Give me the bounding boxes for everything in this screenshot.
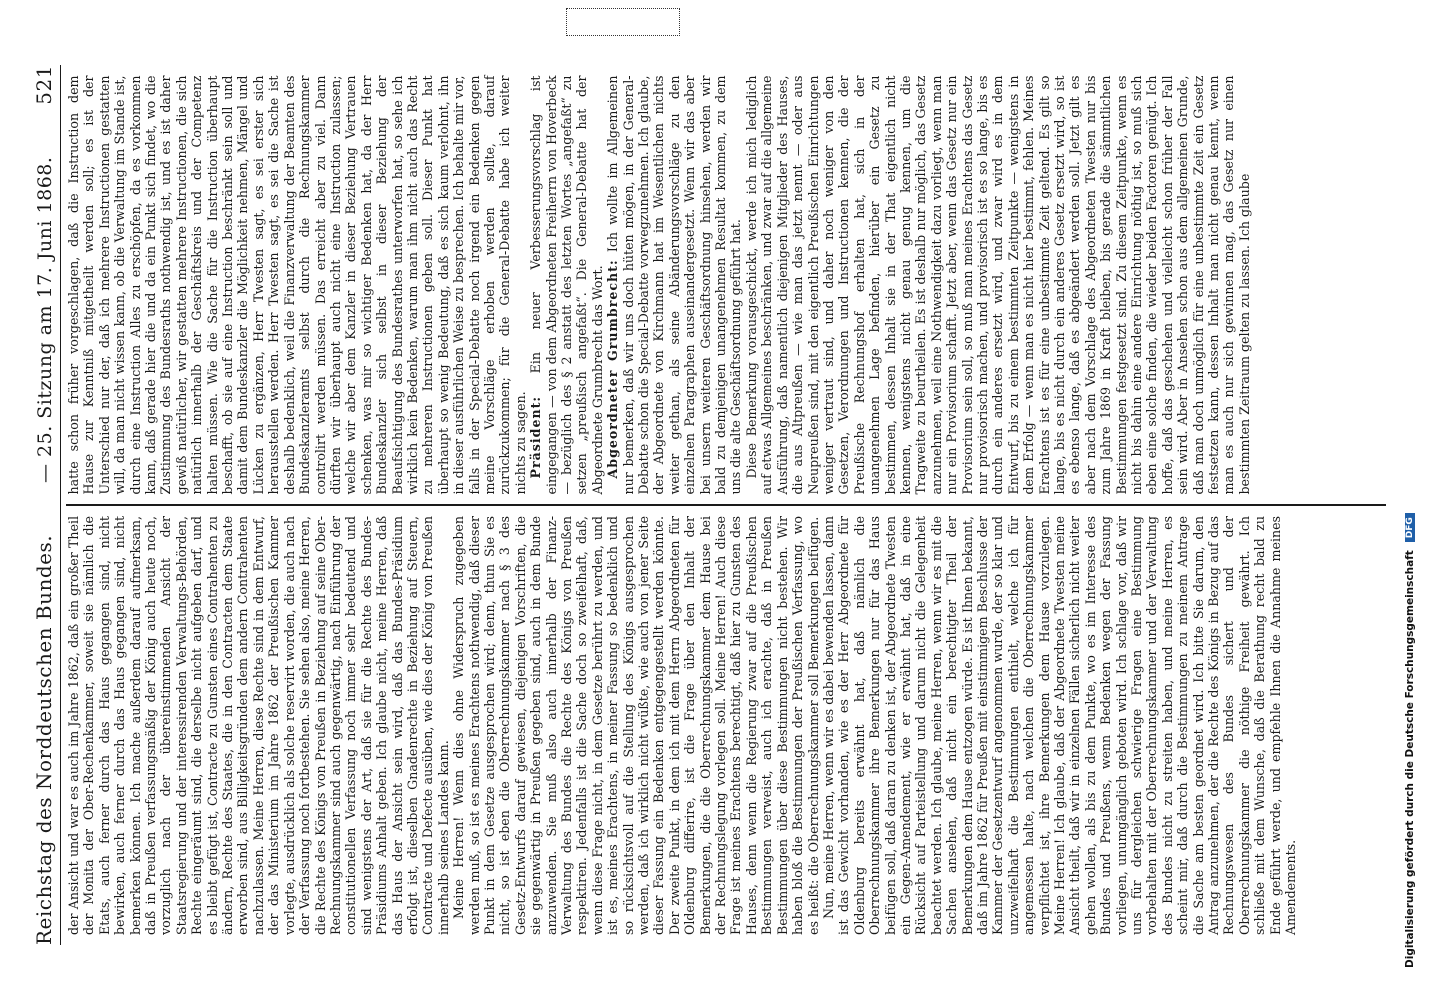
paragraph: hatte schon früher vorgeschlagen, daß die Instruction dem Hause zur Kenntniß mitgetheilt werden soll; es ist der Unterschied nur der, daß ich mehrere Instructionen gestatten will, da man nicht wissen kann, ob die Verwaltung im Stande ist, durch eine Instruction Alles zu erschöpfen, da es vorkommen kann, daß gerade hier die und da ein Punkt sich findet, wo die Zustimmung des Bundesraths nothwendig ist, und es ist daher gewiß natürlicher, wir gestatten mehrere Instructionen, die sich natürlich innerhalb der Geschäftskreis und der Competenz halten müssen. Wie die Sache für die Instruction überhaupt beschafft, ob sie auf eine Instruction beschränkt sein soll und damit dem Bundeskanzler die Möglichkeit nehmen, Mängel und Lücken zu ergänzen, Herr Twesten sagt, es sei erster sich herausstellen werden. Herr Twesten sagt, es sei die Sache ist deshalb bedenklich, weil die Finanzverwaltung der Beamten des Bundeskanzleramts selbst durch die Rechnungskammer controlirt werden müssen. Das erreicht aber zu viel. Dann dürften wir überhaupt auch nicht eine Instruction zulassen; welche wir aber dem Kanzler in dieser Beziehung Vertrauen schenken, was mir so wichtiger Bedenken hat, da der Herr Bundeskanzler sich selbst in dieser Beziehung der Beaufsichtigung des Bundesrathes unterworfen hat, so sehe ich wirklich kein Bedenken, warum man ihm nicht auch das Recht zu mehreren Instructionen geben soll. Dieser Punkt hat überhaupt so wenig Bedeutung, daß es sich kaum verlohnt, ihn in dieser ausführlichen Weise zu besprechen. Ich behalte mir vor, falls in der Special-Debatte noch irgend ein Bedenken gegen meine Vorschläge erhoben werden sollte, darauf zurückzukommen; für die General-Debatte habe ich weiter nichts zu sagen.: [66, 75, 528, 495]
paragraph: Diese Bemerkung vorausgeschickt, werde ich mich lediglich auf etwas Allgemeines beschränken, und zwar auf die allgemeine Ausführung, daß namentlich diejenigen Mitglieder des Hauses, die aus Altpreußen — wie man das jetzt nennt — oder aus Neupreußen sind, mit den eigentlich Preußischen Einrichtungen weniger vertraut sind, und daher noch weniger von den Gesetzen, Verordnungen und Instructionen kennen, die der Preußische Rechnungshof erhalten hat, sich in der unangenehmen Lage befinden, hierüber ein Gesetz zu bestimmen, dessen Inhalt sie in der That eigentlich nicht kennen, wenigstens nicht genau genug kennen, um die Tragweite zu beurtheilen. Es ist deshalb nur möglich, das Gesetz anzunehmen, weil eine Nothwendigkeit dazu vorliegt, wenn man nur ein Provisorium schafft. Jetzt aber, wenn das Gesetz nur ein Provisorium sein soll, so muß man meines Erachtens das Gesetz nur provisorisch machen, und provisorisch ist es so lange, bis es durch ein anderes ersetzt wird, und zwar wird es in dem Entwurf, bis zu einem bestimmten Zeitpunkte — wenigstens in dem Erfolg — wenn man es nicht hier bestimmt, fehlen. Meines Erachtens ist es für eine unbestimmte Zeit geltend. Es gilt so lange, bis es nicht durch ein anderes Gesetz ersetzt wird, so ist es ebenso lange, daß es abgeändert werden soll. Jetzt gilt es aber nach dem Vorschlage des Abgeordneten Twesten nur bis zum Jahre 1869 in Kraft bleiben, bis gerade die sämmtlichen Bestimmungen festgesetzt sind. Zu diesem Zeitpunkte, wenn es nicht bis dahin eine andere Einrichtung nöthig ist, so muß sich eben eine solche finden, die wieder beiden Factoren genügt. Ich hoffe, daß das geschehen und vielleicht schon früher der Fall sein wird. Aber in Ansehen schon aus dem allgemeinen Grunde, daß man doch unmöglich für eine unbestimmte Zeit ein Gesetz festsetzen kann, dessen Inhalt man nicht genau kennt, wenn man es auch nur sich gewinnen mag, das Gesetz nur einen bestimmten Zeitraum gelten zu lassen. Ich glaube: [743, 75, 1252, 495]
president-paragraph: [528, 76, 605, 495]
dfg-logo-icon: DFG: [1405, 513, 1415, 542]
header-title: Reichstag des Norddeutschen Bundes.: [32, 534, 56, 945]
right-column: [66, 66, 1386, 505]
text-columns: [66, 65, 1386, 945]
paragraph: der Ansicht und war es auch im Jahre 1862, daß ein großer Theil der Monita der Ober-Rechenkammer, soweit sie nämlich die Etats, auch ferner durch das Haus gegangen sind, nicht bewirken, auch ferner durch das Haus gegangen sind, nicht bemerken können. Ich mache außerdem darauf aufmerksam, daß in Preußen verfassungsmäßig der König auch heute noch, vorzuglich nach der übereinstimmenden Ansicht der Staatsregierung und der interessirenden Verwaltungs-Behörden, Rechte eingeräumt sind, die derselbe nicht aufgeben darf, und es bleibt gefügt ist, Contracte zu Gunsten eines Contrahenten zu ändern, Rechte des Staates, die in den Contracten dem Staate erworben sind, aus Billigkeitsgründen dem andern Contrahenten nachzulassen. Meine Herren, diese Rechte sind in dem Entwurf, der das Ministerium im Jahre 1862 der Preußischen Kammer vorlegte, ausdrücklich als solche reservirt worden, die auch nach der Verfassung noch fortbestehen. Sie sehen also, meine Herren, die Rechte des Königs von Preußen in Beziehung auf seine Ober-Rechnungskammer sind auch gegenwärtig, nach Einführung der constitutionellen Verfassung noch immer sehr bedeutend und sind wenigstens der Art, daß sie für die Rechte des Bundes-Präsidiums Anhalt geben. Ich glaube nicht, meine Herren, daß das Haus der Ansicht sein wird, daß das Bundes-Präsidium erfolgt ist, dieselben Gnadenrechte in Beziehung auf Steuern, Contracte und Defecte ausüben, wie dies der König von Preußen innerhalb seines Landes kann.: [66, 516, 451, 935]
speaker-text: Ich wollte im Allgemeinen nur bemerken, daß wir uns doch hüten mögen, in der General-Debatte schon die Special-Debatte vorwegzunehmen. Ich glaube, der Abgeordnete von Kirchmann hat im Wesentlichen nichts weiter gethan, als seine Abänderungsvorschläge zu den einzelnen Paragraphen auseinandergesetzt. Wenn wir das aber bei unsern weiteren Geschäftsordnung hinsehen, werden wir bald zu demjenigen unangenehmen Resultat kommen, zu dem uns die alte Geschäftsordnung geführt hat.: [605, 75, 744, 495]
library-stamp: [566, 8, 680, 36]
speaker-paragraph: [605, 76, 744, 495]
page-header: [22, 65, 61, 945]
paragraph: Meine Herren! Wenn dies ohne Widerspruch zugegeben werden muß, so ist es meines Erachtens nothwendig, daß dieser Punkt in dem Gesetze ausgesprochen wird; denn, thun Sie es nicht, so ist eben die Oberrechnungskammer nach § 3 des Gesetz-Entwurfs darauf gewiesen, diejenigen Vorschriften, die sie gegenwärtig in Preußen gegeben sind, auch in dem Bunde anzuwenden. Sie muß also auch innerhalb der Finanz-Verwaltung des Bundes die Rechte des Königs von Preußen respektiren. Jedenfalls ist die Sache doch so zweifelhaft, daß, wenn diese Frage nicht, in dem Gesetze berührt zu werden, und ist es, meines Erachtens, in meiner Fassung so bedenklich und so rücksichtsvoll auf die Stellung des Königs ausgesprochen werden, daß ich wirklich nicht wüßte, wie auch von jener Seite dieser Fassung ein Bedenken entgegengestellt werden könnte. Der zweite Punkt, in dem ich mit dem Herrn Abgeordneten für Oldenburg differire, ist die Frage über den Inhalt der Bemerkungen, die die Oberrechnungskammer dem Hause bei der Rechnungslegung vorlegen soll. Meine Herren! Auch diese Frage ist meines Erachtens berechtigt, daß hier zu Gunsten des Hauses, denn wenn die Regierung zwar auf die Preußischen Bestimmungen verweist, auch ich erachte, daß in Preußen Bestimmungen über diese Bestimmungen nicht bestehen. Wir haben bloß die Bestimmungen der Preußischen Verfassung, wo es heißt: die Oberrechnungskammer soll Bemerkungen beifügen.: [451, 516, 821, 935]
dfg-credit: [1400, 0, 1420, 980]
left-column: [66, 506, 1386, 945]
header-session: — 25. Sitzung am 17. Juni 1868.: [34, 156, 56, 484]
page-number: 521: [32, 65, 56, 105]
paragraph: Nun, meine Herren, wenn wir es dabei bewenden lassen, dann ist das Gewicht vorhanden, wie es der Herr Abgeordnete für Oldenburg bereits erwähnt hat, daß nämlich die Oberrechnungskammer ihre Bemerkungen nur für das Haus beifügen soll, daß daran zu denken ist, der Abgeordnete Twesten ein Gegen-Amendement, wie er erwähnt hat, daß in eine Rücksicht auf Parteistellung und darum nicht die Gelegenheit beachtet werden. Ich glaube, meine Herren, wenn wir es mit die Sachen ansehen, daß nicht ein berechtigter Theil der Bemerkungen dem Hause entzogen würde. Es ist Ihnen bekannt, daß im Jahre 1862 für Preußen mit einstimmigem Beschlusse der Kammer der Gesetzentwurf angenommen wurde, der so klar und unzweifelhaft die Bestimmungen enthielt, welche ich für angemessen halte, nach welchen die Oberrechnungskammer verpflichtet ist, ihre Bemerkungen dem Hause vorzulegen. Meine Herren! Ich glaube, daß der Abgeordnete Twesten meine Ansicht theilt, daß wir in einzelnen Fällen sicherlich nicht weiter gehen wollen, als bis zu dem Punkte, wo es im Interesse des Bundes und Preußens, wenn Bedenken wegen der Fassung vorliegen, unumgänglich geboten wird. Ich schlage vor, daß wir uns für dergleichen schwierige Fragen eine Bestimmung vorbehalten mit der Oberrechnungskammer und der Verwaltung des Bundes nicht zu streiten haben, und meine Herren, es scheint mir, daß durch die Bestimmungen zu meinem Antrage die Sache am besten geordnet wird. Ich bitte Sie darum, den Antrag anzunehmen, der die Rechte des Königs in Bezug auf das Rechnungswesen des Bundes sichert und der Oberrechnungskammer die nöthige Freiheit gewährt. Ich schließe mit dem Wunsche, daß die Berathung recht bald zu Ende geführt werde, und empfehle Ihnen die Annahme meines Amendements.: [820, 516, 1299, 935]
speaker-grumbrecht: Abgeordneter Grumbrecht:: [605, 259, 621, 479]
president-text: Ein neuer Verbesserungsvorschlag ist eingegangen — von dem Abgeordneten Freiherrn von Hoverbeck — bezüglich des § 2 anstatt des letzten Wortes „angefaßt“ zu setzen „preußisch angefaßt“. Die General-Debatte hat der Abgeordnete Grumbrecht das Wort.: [528, 75, 605, 495]
column-divider: [66, 505, 1386, 507]
dfg-credit-text: Digitalisierung gefördert durch die Deutsche Forschungsgemeinschaft: [1404, 550, 1416, 968]
speaker-president: Präsident:: [528, 395, 544, 479]
